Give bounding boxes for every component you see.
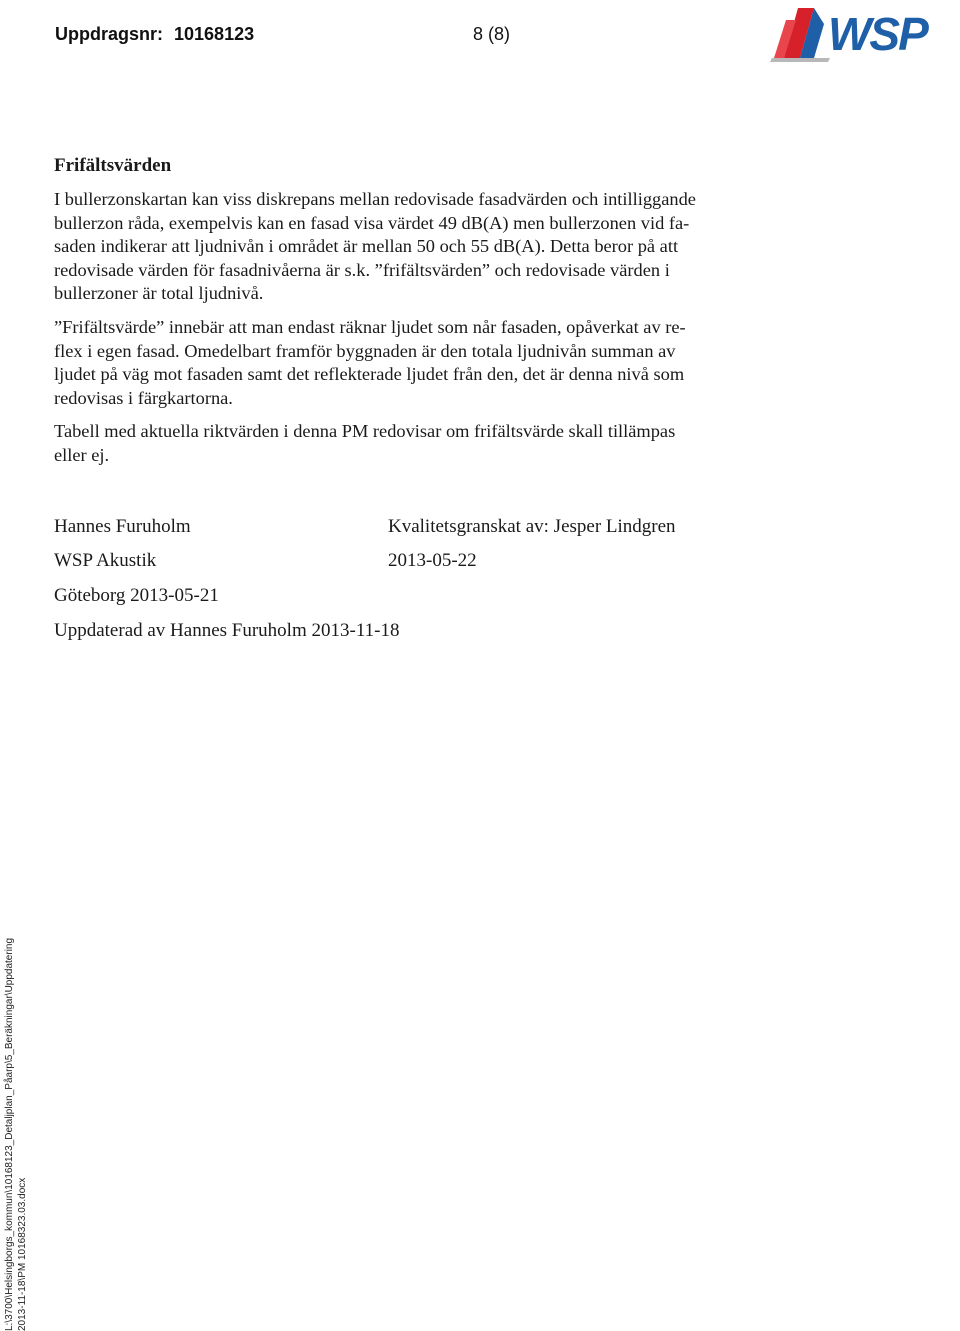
page-number: 8 (8) xyxy=(473,24,511,44)
logo-text: WSP xyxy=(828,8,927,60)
paragraph-free-field-definition xyxy=(54,316,774,410)
city-date: Göteborg 2013-05-21 xyxy=(54,585,219,606)
text-line: flex i egen fasad. Omedelbart framför byggnaden är den totala ljudnivån summan av xyxy=(54,340,676,361)
text-line: saden indikerar att ljudnivån i området är mellan 50 och 55 dB(A). Detta beror på att xyxy=(54,236,679,257)
assignment-number-header xyxy=(55,22,254,46)
file-path-line-2: 2013-11-18\PM 10168323.03.docx xyxy=(17,1177,28,1331)
text-line: I bullerzonskartan kan viss diskrepans mellan redovisade fasadvärden och intilliggande xyxy=(54,189,696,209)
text-line: redovisade värden för fasadnivåerna är s.k. ”frifältsvärden” och redovisade värden i xyxy=(54,259,670,280)
paragraph-discrepancy xyxy=(54,188,774,306)
wsp-logo xyxy=(770,0,960,62)
reviewer-text: Kvalitetsgranskat av: Jesper Lindgren xyxy=(388,516,676,537)
text-line: ljudet på väg mot fasaden samt det reflekterade ljudet från den, det är denna nivå som xyxy=(54,364,685,385)
document-body xyxy=(54,153,774,478)
review-date: 2013-05-22 xyxy=(388,550,477,571)
author-name: Hannes Furuholm xyxy=(54,516,191,537)
updated-by: Uppdaterad av Hannes Furuholm 2013-11-18 xyxy=(54,620,400,641)
text-line: ”Frifältsvärde” innebär att man endast räknar ljudet som når fasaden, opåverkat av re- xyxy=(54,316,686,337)
text-line: eller ej. xyxy=(54,444,110,465)
text-line: bullerzon råda, exempelvis kan en fasad visa värdet 49 dB(A) men bullerzonen vid fa- xyxy=(54,212,690,233)
section-heading: Frifältsvärden xyxy=(54,155,172,176)
assignment-label: Uppdragsnr: xyxy=(55,24,163,44)
file-path-line-1: L:\3700\Helsingborgs_kommun\10168123_Detaljplan_Påarp\5_Beräkningar\Uppdatering xyxy=(4,937,15,1331)
company-name: WSP Akustik xyxy=(54,550,157,571)
file-path-margin xyxy=(0,880,30,1331)
text-line: redovisas i färgkartorna. xyxy=(54,387,233,408)
text-line: Tabell med aktuella riktvärden i denna PM redovisar om frifältsvärde skall tillämpas xyxy=(54,421,676,442)
paragraph-table-note xyxy=(54,420,774,467)
assignment-number: 10168123 xyxy=(174,24,255,44)
text-line: bullerzoner är total ljudnivå. xyxy=(54,283,264,304)
